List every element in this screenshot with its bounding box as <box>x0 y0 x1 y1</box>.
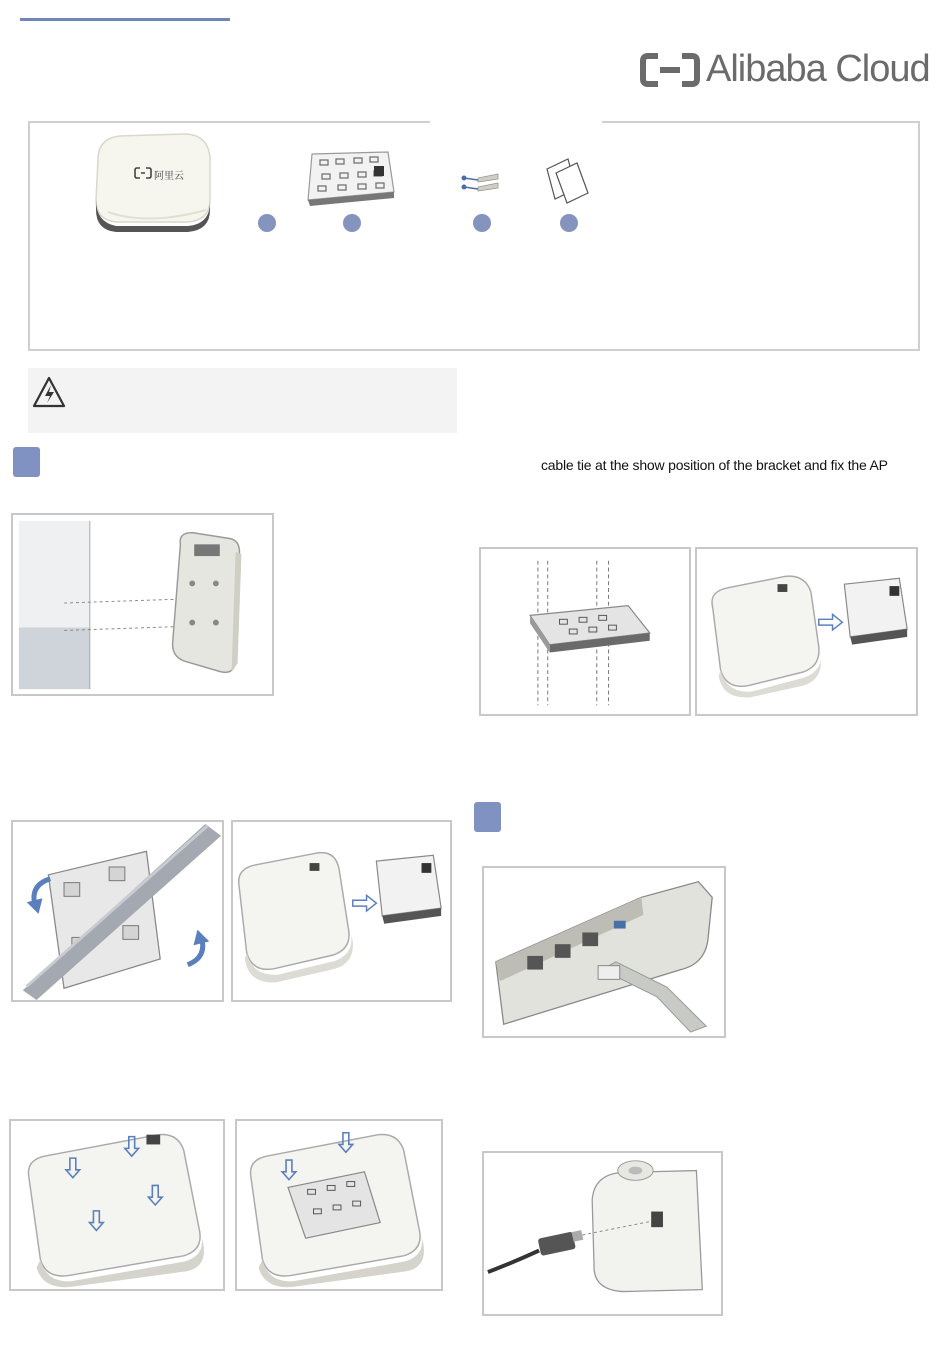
item-badge <box>560 214 578 232</box>
pole-mount-figure <box>11 820 224 1002</box>
ethernet-port-figure <box>482 866 726 1038</box>
lightning-warning-icon <box>31 375 67 411</box>
access-point-illustration <box>88 130 218 240</box>
brand-name: Alibaba Cloud <box>706 48 930 90</box>
bracket-to-ap-figure <box>695 547 918 716</box>
bracket-installed-figure <box>235 1119 443 1291</box>
pole-bracket-to-ap-figure <box>231 820 452 1002</box>
wall-mount-figure <box>11 513 274 696</box>
package-contents-title-gap <box>430 116 602 126</box>
device-logo-mark-icon <box>134 167 152 179</box>
step-marker <box>474 802 501 832</box>
power-connector-figure <box>482 1151 723 1316</box>
arrow-icon <box>353 895 377 911</box>
ceiling-bracket-screws-figure <box>479 547 691 716</box>
device-logo-text: 阿里云 <box>154 171 184 182</box>
header-rule <box>20 18 230 21</box>
item-badge <box>258 214 276 232</box>
screws-and-anchors-illustration <box>458 170 502 198</box>
step-marker <box>13 447 40 477</box>
warning-notice <box>28 368 457 433</box>
bracket-alignment-figure <box>9 1119 225 1291</box>
arrow-icon <box>819 614 843 630</box>
alibaba-cloud-logo <box>640 48 930 90</box>
item-badge <box>473 214 491 232</box>
mounting-bracket-illustration <box>300 148 400 208</box>
ceiling-mount-caption: cable tie at the show position of the bracket and fix the AP <box>541 457 888 473</box>
item-badge <box>343 214 361 232</box>
alibaba-cloud-mark-icon <box>640 50 702 90</box>
documents-illustration <box>542 155 592 205</box>
